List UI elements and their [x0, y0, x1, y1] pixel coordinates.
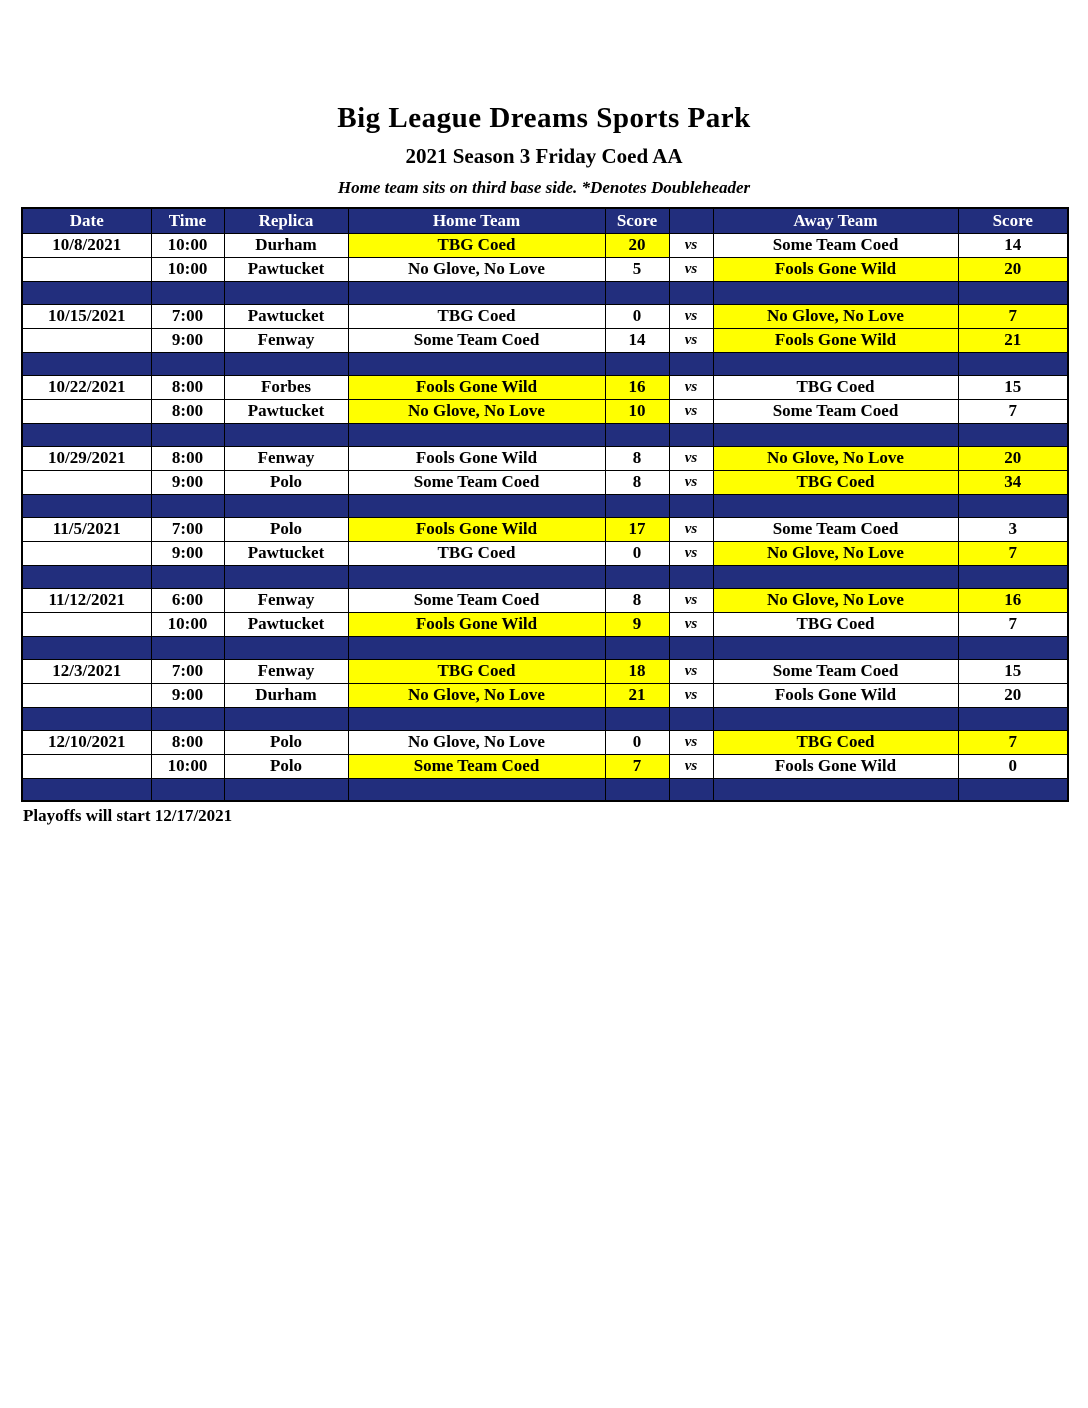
home-team-cell: TBG Coed [348, 304, 605, 328]
game-row [22, 659, 1068, 683]
away-team-cell: No Glove, No Love [713, 588, 958, 612]
time-cell: 10:00 [151, 233, 224, 257]
replica-cell: Polo [224, 730, 348, 754]
home-team-cell: Some Team Coed [348, 754, 605, 778]
home-score-cell: 20 [605, 233, 669, 257]
home-team-cell: Some Team Coed [348, 470, 605, 494]
home-team-cell: TBG Coed [348, 541, 605, 565]
replica-cell: Polo [224, 517, 348, 541]
away-team-cell: Some Team Coed [713, 517, 958, 541]
separator-cell [669, 636, 713, 659]
away-team-cell: TBG Coed [713, 730, 958, 754]
separator-cell [224, 281, 348, 304]
vs-cell: vs [669, 730, 713, 754]
separator-cell [22, 352, 151, 375]
separator-cell [958, 636, 1068, 659]
time-cell: 8:00 [151, 399, 224, 423]
replica-cell: Fenway [224, 446, 348, 470]
away-score-cell: 34 [958, 470, 1068, 494]
separator-cell [22, 707, 151, 730]
time-cell: 10:00 [151, 257, 224, 281]
vs-cell: vs [669, 659, 713, 683]
date-cell [22, 470, 151, 494]
separator-cell [348, 494, 605, 517]
date-cell: 11/5/2021 [22, 517, 151, 541]
away-team-cell: TBG Coed [713, 612, 958, 636]
separator-cell [713, 565, 958, 588]
time-cell: 8:00 [151, 375, 224, 399]
home-team-cell: TBG Coed [348, 233, 605, 257]
separator-cell [669, 494, 713, 517]
away-team-cell: No Glove, No Love [713, 304, 958, 328]
separator-cell [348, 778, 605, 801]
vs-cell: vs [669, 233, 713, 257]
away-score-cell: 20 [958, 683, 1068, 707]
home-team-note: Home team sits on third base side. *Denotes Doubleheader [337, 178, 751, 197]
replica-cell: Fenway [224, 328, 348, 352]
separator-cell [713, 281, 958, 304]
game-row [22, 517, 1068, 541]
game-row [22, 233, 1068, 257]
away-team-cell: Fools Gone Wild [713, 328, 958, 352]
away-score-cell: 0 [958, 754, 1068, 778]
away-team-cell: Fools Gone Wild [713, 257, 958, 281]
time-cell: 10:00 [151, 754, 224, 778]
vs-cell: vs [669, 304, 713, 328]
date-cell [22, 754, 151, 778]
home-score-cell: 0 [605, 304, 669, 328]
home-score-cell: 8 [605, 446, 669, 470]
home-team-cell: No Glove, No Love [348, 730, 605, 754]
time-cell: 9:00 [151, 328, 224, 352]
separator-cell [348, 352, 605, 375]
away-score-cell: 20 [958, 446, 1068, 470]
game-row [22, 730, 1068, 754]
page-subtitle: 2021 Season 3 Friday Coed AA [405, 144, 683, 168]
game-row [22, 399, 1068, 423]
date-cell: 10/22/2021 [22, 375, 151, 399]
vs-cell: vs [669, 683, 713, 707]
separator-cell [713, 636, 958, 659]
away-score-cell: 20 [958, 257, 1068, 281]
date-cell: 12/3/2021 [22, 659, 151, 683]
away-score-cell: 15 [958, 375, 1068, 399]
separator-row [22, 352, 1068, 375]
game-row [22, 328, 1068, 352]
away-score-cell: 7 [958, 612, 1068, 636]
home-team-cell: Fools Gone Wild [348, 612, 605, 636]
separator-cell [958, 494, 1068, 517]
separator-cell [224, 423, 348, 446]
away-team-cell: No Glove, No Love [713, 541, 958, 565]
home-score-cell: 10 [605, 399, 669, 423]
separator-cell [958, 707, 1068, 730]
separator-cell [22, 636, 151, 659]
date-cell [22, 399, 151, 423]
date-cell: 11/12/2021 [22, 588, 151, 612]
separator-cell [151, 352, 224, 375]
away-score-cell: 3 [958, 517, 1068, 541]
away-score-cell: 7 [958, 541, 1068, 565]
date-cell: 10/15/2021 [22, 304, 151, 328]
time-cell: 7:00 [151, 659, 224, 683]
time-cell: 6:00 [151, 588, 224, 612]
home-score-cell: 9 [605, 612, 669, 636]
separator-cell [713, 707, 958, 730]
replica-cell: Fenway [224, 588, 348, 612]
vs-cell: vs [669, 446, 713, 470]
game-row [22, 375, 1068, 399]
replica-cell: Polo [224, 470, 348, 494]
separator-cell [605, 281, 669, 304]
home-team-cell: Fools Gone Wild [348, 517, 605, 541]
separator-cell [958, 565, 1068, 588]
header-replica: Replica [224, 208, 348, 233]
time-cell: 7:00 [151, 517, 224, 541]
away-team-cell: No Glove, No Love [713, 446, 958, 470]
time-cell: 7:00 [151, 304, 224, 328]
separator-cell [22, 565, 151, 588]
separator-row [22, 423, 1068, 446]
date-cell: 10/29/2021 [22, 446, 151, 470]
separator-cell [605, 352, 669, 375]
home-team-cell: No Glove, No Love [348, 399, 605, 423]
separator-cell [348, 707, 605, 730]
header-home-team: Home Team [348, 208, 605, 233]
separator-cell [22, 423, 151, 446]
date-cell [22, 541, 151, 565]
home-team-cell: TBG Coed [348, 659, 605, 683]
away-team-cell: TBG Coed [713, 375, 958, 399]
separator-cell [713, 778, 958, 801]
separator-cell [348, 565, 605, 588]
home-score-cell: 7 [605, 754, 669, 778]
time-cell: 9:00 [151, 470, 224, 494]
separator-cell [22, 281, 151, 304]
away-score-cell: 16 [958, 588, 1068, 612]
separator-cell [713, 494, 958, 517]
separator-cell [151, 707, 224, 730]
away-score-cell: 14 [958, 233, 1068, 257]
away-team-cell: Some Team Coed [713, 399, 958, 423]
away-score-cell: 15 [958, 659, 1068, 683]
separator-cell [669, 352, 713, 375]
time-cell: 9:00 [151, 541, 224, 565]
away-score-cell: 7 [958, 399, 1068, 423]
header-time: Time [151, 208, 224, 233]
replica-cell: Pawtucket [224, 612, 348, 636]
separator-row [22, 494, 1068, 517]
home-score-cell: 0 [605, 730, 669, 754]
separator-cell [958, 281, 1068, 304]
separator-cell [605, 423, 669, 446]
vs-cell: vs [669, 588, 713, 612]
home-score-cell: 8 [605, 588, 669, 612]
separator-cell [151, 778, 224, 801]
header-date: Date [22, 208, 151, 233]
separator-cell [348, 281, 605, 304]
away-team-cell: TBG Coed [713, 470, 958, 494]
playoffs-note: Playoffs will start 12/17/2021 [23, 806, 233, 825]
separator-cell [224, 352, 348, 375]
home-score-cell: 17 [605, 517, 669, 541]
separator-cell [224, 707, 348, 730]
game-row [22, 612, 1068, 636]
separator-cell [605, 565, 669, 588]
page-title: Big League Dreams Sports Park [337, 102, 751, 134]
header-row [22, 208, 1068, 233]
date-cell [22, 683, 151, 707]
home-score-cell: 21 [605, 683, 669, 707]
vs-cell: vs [669, 470, 713, 494]
home-team-cell: No Glove, No Love [348, 683, 605, 707]
home-score-cell: 18 [605, 659, 669, 683]
vs-cell: vs [669, 257, 713, 281]
date-cell [22, 257, 151, 281]
home-team-cell: Fools Gone Wild [348, 446, 605, 470]
separator-cell [958, 352, 1068, 375]
game-row [22, 446, 1068, 470]
home-team-cell: No Glove, No Love [348, 257, 605, 281]
home-team-cell: Some Team Coed [348, 328, 605, 352]
separator-cell [669, 707, 713, 730]
schedule-table [21, 207, 1069, 802]
separator-cell [348, 636, 605, 659]
vs-cell: vs [669, 517, 713, 541]
separator-row [22, 636, 1068, 659]
separator-row [22, 707, 1068, 730]
separator-cell [224, 565, 348, 588]
separator-cell [605, 494, 669, 517]
away-team-cell: Fools Gone Wild [713, 754, 958, 778]
game-row [22, 754, 1068, 778]
replica-cell: Forbes [224, 375, 348, 399]
separator-cell [151, 281, 224, 304]
separator-cell [605, 636, 669, 659]
vs-cell: vs [669, 612, 713, 636]
separator-cell [669, 423, 713, 446]
replica-cell: Durham [224, 683, 348, 707]
home-team-cell: Fools Gone Wild [348, 375, 605, 399]
separator-cell [224, 636, 348, 659]
separator-row [22, 281, 1068, 304]
separator-cell [22, 494, 151, 517]
separator-cell [669, 778, 713, 801]
game-row [22, 588, 1068, 612]
separator-cell [669, 281, 713, 304]
away-score-cell: 7 [958, 730, 1068, 754]
separator-cell [958, 423, 1068, 446]
time-cell: 8:00 [151, 730, 224, 754]
separator-cell [224, 494, 348, 517]
vs-cell: vs [669, 328, 713, 352]
schedule-body [22, 233, 1068, 801]
away-team-cell: Fools Gone Wild [713, 683, 958, 707]
vs-cell: vs [669, 375, 713, 399]
separator-cell [605, 707, 669, 730]
game-row [22, 304, 1068, 328]
vs-cell: vs [669, 399, 713, 423]
separator-cell [958, 778, 1068, 801]
game-row [22, 541, 1068, 565]
time-cell: 8:00 [151, 446, 224, 470]
replica-cell: Pawtucket [224, 541, 348, 565]
replica-cell: Pawtucket [224, 399, 348, 423]
header-away-team: Away Team [713, 208, 958, 233]
separator-cell [605, 778, 669, 801]
home-score-cell: 8 [605, 470, 669, 494]
separator-cell [151, 494, 224, 517]
away-team-cell: Some Team Coed [713, 659, 958, 683]
game-row [22, 257, 1068, 281]
separator-cell [713, 423, 958, 446]
separator-cell [151, 423, 224, 446]
header-vs-spacer [669, 208, 713, 233]
time-cell: 10:00 [151, 612, 224, 636]
replica-cell: Pawtucket [224, 257, 348, 281]
separator-cell [151, 565, 224, 588]
game-row [22, 470, 1068, 494]
home-score-cell: 5 [605, 257, 669, 281]
away-team-cell: Some Team Coed [713, 233, 958, 257]
home-score-cell: 16 [605, 375, 669, 399]
time-cell: 9:00 [151, 683, 224, 707]
separator-cell [224, 778, 348, 801]
date-cell [22, 328, 151, 352]
home-score-cell: 14 [605, 328, 669, 352]
home-team-cell: Some Team Coed [348, 588, 605, 612]
separator-row [22, 565, 1068, 588]
separator-row [22, 778, 1068, 801]
separator-cell [669, 565, 713, 588]
home-score-cell: 0 [605, 541, 669, 565]
header-home-score: Score [605, 208, 669, 233]
header-away-score: Score [958, 208, 1068, 233]
separator-cell [151, 636, 224, 659]
separator-cell [22, 778, 151, 801]
separator-cell [713, 352, 958, 375]
game-row [22, 683, 1068, 707]
replica-cell: Fenway [224, 659, 348, 683]
replica-cell: Polo [224, 754, 348, 778]
replica-cell: Durham [224, 233, 348, 257]
away-score-cell: 21 [958, 328, 1068, 352]
vs-cell: vs [669, 541, 713, 565]
date-cell: 10/8/2021 [22, 233, 151, 257]
separator-cell [348, 423, 605, 446]
replica-cell: Pawtucket [224, 304, 348, 328]
away-score-cell: 7 [958, 304, 1068, 328]
date-cell [22, 612, 151, 636]
vs-cell: vs [669, 754, 713, 778]
date-cell: 12/10/2021 [22, 730, 151, 754]
